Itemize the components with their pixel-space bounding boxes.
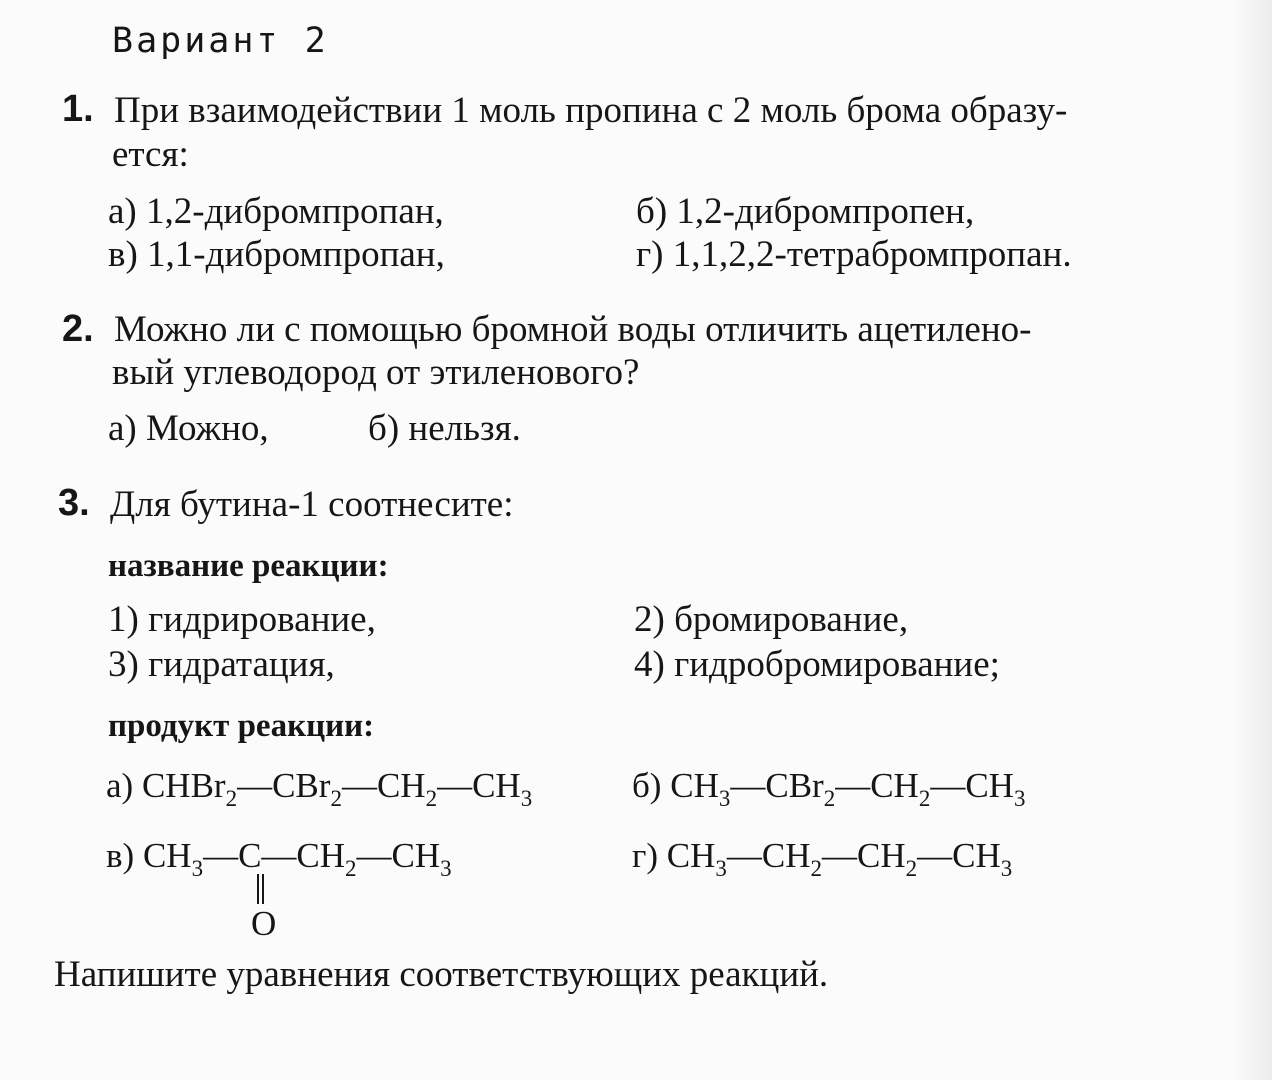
question-2-number: 2.	[62, 308, 94, 350]
reaction-name-3: 3) гидратация,	[108, 644, 335, 685]
reaction-name-4: 4) гидробромирование;	[634, 644, 1000, 685]
question-2-option-b: б) нельзя.	[368, 408, 521, 449]
reaction-name-2: 2) бромирование,	[634, 599, 909, 640]
question-2-option-a: а) Можно,	[108, 408, 269, 449]
question-3-number: 3.	[58, 482, 90, 524]
footer-instruction: Напишите уравнения соответствующих реакций.	[54, 954, 829, 995]
question-1-option-g: г) 1,1,2,2-тетрабромпропан.	[636, 234, 1072, 275]
product-v-formula: в) $CH_3—C—CH_2—CH_3$	[106, 836, 452, 881]
question-1-option-a: а) 1,2-дибромпропан,	[108, 191, 444, 232]
page-edge-shadow	[1232, 0, 1272, 1080]
question-1-option-v: в) 1,1-дибромпропан,	[108, 234, 445, 275]
question-1-option-b: б) 1,2-дибромпропен,	[636, 191, 975, 232]
reaction-products-heading: продукт реакции:	[108, 708, 375, 744]
product-a-formula: а) $CHBr_2—CBr_2—CH_2—CH_3$	[106, 766, 533, 811]
variant-title: Вариант 2	[112, 21, 329, 61]
reaction-name-1: 1) гидрирование,	[108, 599, 376, 640]
product-g-formula: г) $CH_3—CH_2—CH_2—CH_3$	[632, 836, 1013, 881]
reaction-names-heading: название реакции:	[108, 548, 389, 584]
question-1-text-line1: При взаимодействии 1 моль пропина с 2 моль брома образу-	[114, 90, 1068, 131]
question-3-text: Для бутина-1 соотнесите:	[110, 484, 514, 525]
question-2-text-line2: вый углеводород от этиленового?	[112, 352, 640, 393]
question-2-text-line1: Можно ли с помощью бромной воды отличить ацетилено-	[114, 309, 1032, 350]
carbonyl-double-bond	[257, 874, 264, 904]
question-1-number: 1.	[62, 88, 94, 130]
carbonyl-oxygen: O	[251, 904, 277, 943]
question-1-text-line2: ется:	[112, 134, 189, 175]
product-b-formula: б) $CH_3—CBr_2—CH_2—CH_3$	[632, 766, 1026, 811]
